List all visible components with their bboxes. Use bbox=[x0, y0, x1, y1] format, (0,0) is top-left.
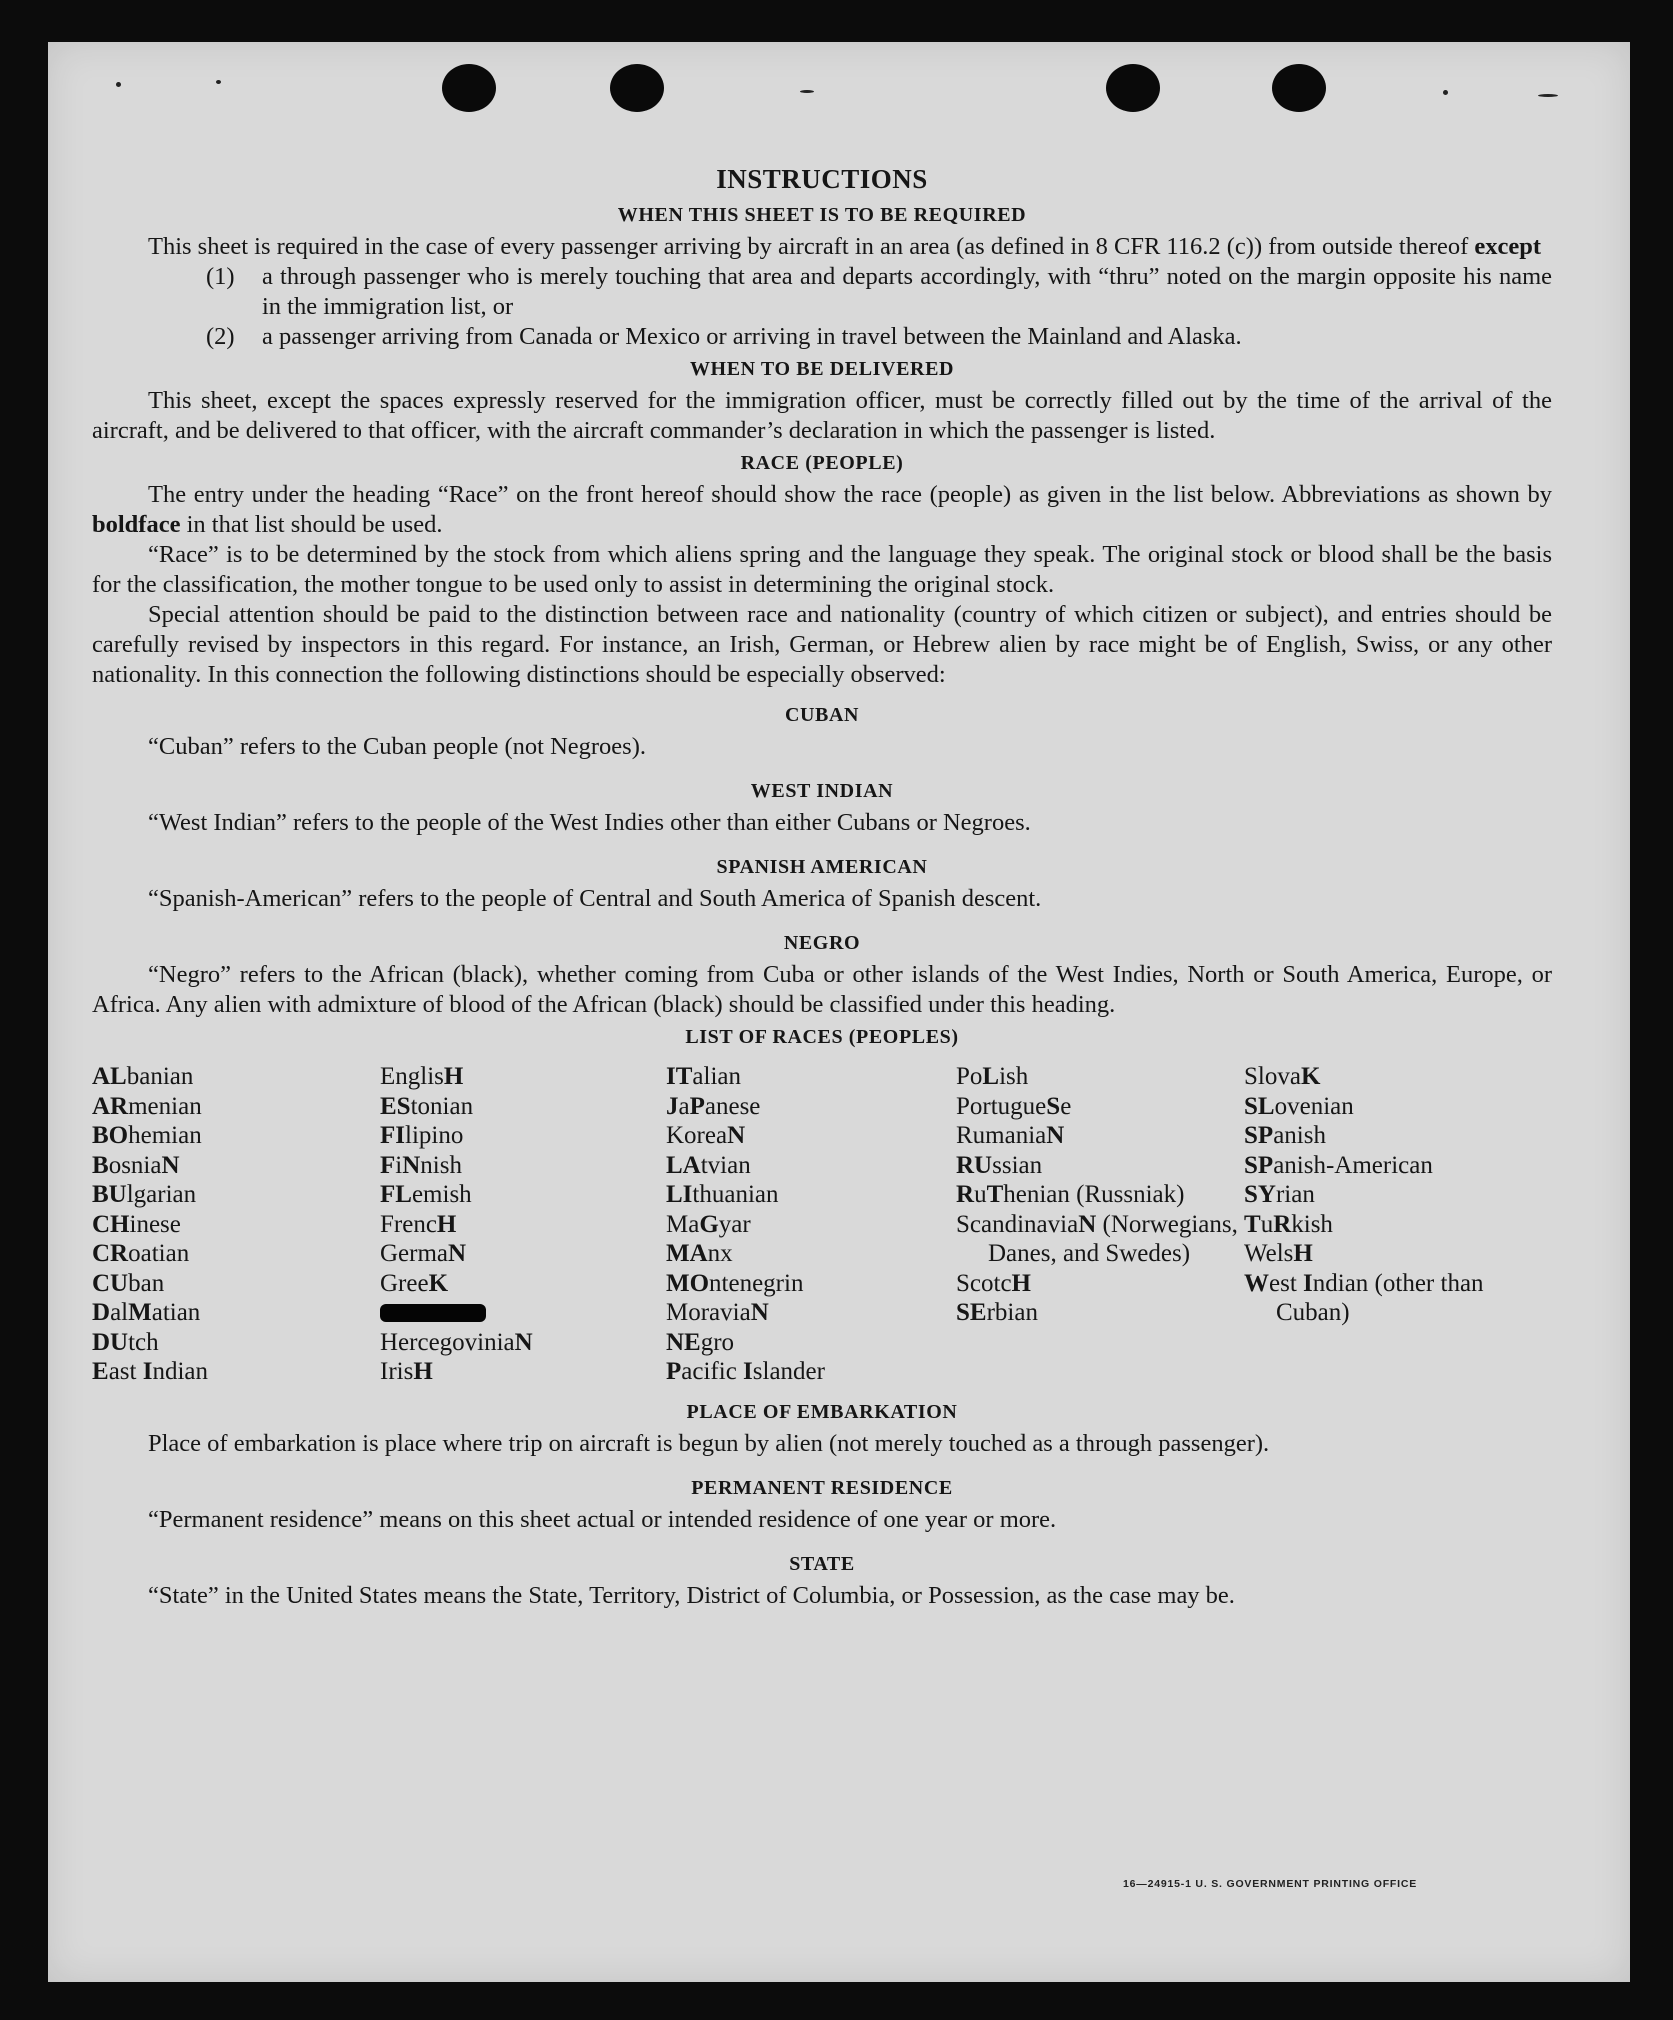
punch-hole bbox=[610, 64, 664, 112]
race-entry: CUban bbox=[92, 1269, 165, 1297]
heading-permanent-residence: PERMANENT RESIDENCE bbox=[691, 1476, 953, 1499]
race-paragraph: The entry under the heading “Race” on the front hereof should show the race (people) as given in the list below. Abbreviations as shown by boldface in that list should be used. bbox=[92, 481, 1552, 538]
race-entry: ScandinaviaN (Norwegians, Danes, and Swedes) bbox=[956, 1210, 1238, 1267]
race-entry: KoreaN bbox=[666, 1122, 746, 1149]
race-entry: CHinese bbox=[92, 1210, 181, 1238]
race-entry: ARmenian bbox=[92, 1092, 202, 1120]
race-entry: ScotcH bbox=[956, 1269, 1031, 1297]
residence-text: “Permanent residence” means on this sheet actual or intended residence of one year or more. bbox=[148, 1505, 1057, 1533]
race-column bbox=[666, 1062, 956, 1387]
race-paragraph: Special attention should be paid to the distinction between race and nationality (country of which citizen or subject), and entries should be carefully revised by inspectors in this regard. For instance, an Irish, German, or Hebrew alien by race might be of English, Swiss, or any other nationality. In this connection the following distinctions should be especially observed: bbox=[92, 601, 1552, 688]
race-entry: FiNnish bbox=[380, 1151, 462, 1179]
race-entry: SlovaK bbox=[1244, 1063, 1321, 1090]
race-entry: DUtch bbox=[92, 1328, 159, 1356]
race-entry: BUlgarian bbox=[92, 1181, 197, 1208]
paper-speck bbox=[800, 90, 814, 93]
heading-cuban: CUBAN bbox=[784, 704, 860, 726]
race-entry: FIlipino bbox=[380, 1122, 464, 1149]
race-entry: FrencH bbox=[380, 1210, 457, 1238]
race-column bbox=[956, 1062, 1244, 1387]
race-entry: SPanish-American bbox=[1244, 1151, 1433, 1179]
exception-item: (1) a through passenger who is merely touching that area and departs accordingly, with “thru” noted on the margin opposite his name in the immigration list, or bbox=[206, 263, 1552, 320]
race-entry: SYrian bbox=[1244, 1181, 1315, 1208]
document-sheet bbox=[48, 42, 1630, 1982]
when-delivered-text: This sheet, except the spaces expressly reserved for the immigration officer, must be correctly filled out by the time of the arrival of the aircraft, and be delivered to that officer, with the aircraft commander’s declaration in which the passenger is listed. bbox=[92, 387, 1552, 444]
race-entry: BosniaN bbox=[92, 1151, 180, 1179]
race-entry: FLemish bbox=[380, 1181, 472, 1208]
race-entry: SErbian bbox=[956, 1299, 1038, 1326]
west-indian-text: “West Indian” refers to the people of the West Indies other than either Cubans or Negroes. bbox=[148, 809, 1031, 836]
punch-hole bbox=[1106, 64, 1160, 112]
exception-item: (2) a passenger arriving from Canada or Mexico or arriving in travel between the Mainland and Alaska. bbox=[206, 323, 1242, 350]
heading-embarkation: PLACE OF EMBARKATION bbox=[686, 1400, 958, 1423]
page-title: INSTRUCTIONS bbox=[716, 164, 928, 194]
spanish-american-text: “Spanish-American” refers to the people of Central and South America of Spanish descent. bbox=[148, 885, 1042, 912]
race-entry: JaPanese bbox=[666, 1092, 761, 1120]
punch-hole bbox=[1272, 64, 1326, 112]
state-text: “State” in the United States means the State, Territory, District of Columbia, or Possession, as the case may be. bbox=[148, 1581, 1235, 1609]
printer-footer: 16—24915-1 U. S. GOVERNMENT PRINTING OFFICE bbox=[1123, 1878, 1418, 1890]
race-entry: TuRkish bbox=[1244, 1210, 1333, 1238]
race-entry: RumaniaN bbox=[956, 1122, 1065, 1149]
race-entry bbox=[380, 1298, 666, 1328]
race-entry: Pacific Islander bbox=[666, 1358, 825, 1385]
race-entry: RuThenian (Russniak) bbox=[956, 1181, 1185, 1208]
race-entry: WelsH bbox=[1244, 1240, 1313, 1267]
race-entry: PortugueSe bbox=[956, 1092, 1072, 1120]
race-entry: PoLish bbox=[956, 1063, 1029, 1090]
race-entry: BOhemian bbox=[92, 1122, 202, 1149]
race-column bbox=[1244, 1062, 1552, 1387]
heading-when-delivered: WHEN TO BE DELIVERED bbox=[689, 358, 955, 380]
race-entry: RUssian bbox=[956, 1151, 1043, 1179]
redaction-mark bbox=[380, 1304, 486, 1322]
negro-text: “Negro” refers to the African (black), whether coming from Cuba or other islands of the West Indies, North or South America, Europe, or Africa. Any alien with admixture of blood of the African (black) should be classified under this heading. bbox=[92, 961, 1552, 1018]
embarkation-text: Place of embarkation is place where trip on aircraft is begun by alien (not merely touched as a through passenger). bbox=[148, 1429, 1270, 1457]
race-entry: HercegoviniaN bbox=[380, 1328, 533, 1356]
race-entry: MaGyar bbox=[666, 1210, 751, 1238]
when-required-text: This sheet is required in the case of every passenger arriving by aircraft in an area (as defined in 8 CFR 116.2 (c)) from outside thereof except bbox=[148, 233, 1542, 260]
paper-speck bbox=[1538, 94, 1558, 97]
race-entry: ALbanian bbox=[92, 1063, 194, 1090]
race-entry: West Indian (other than Cuban) bbox=[1244, 1269, 1484, 1326]
heading-spanish-american: SPANISH AMERICAN bbox=[716, 856, 928, 878]
heading-state: STATE bbox=[789, 1552, 855, 1575]
heading-negro: NEGRO bbox=[783, 932, 861, 954]
race-entry: CRoatian bbox=[92, 1240, 190, 1267]
race-entry: NEgro bbox=[666, 1328, 735, 1356]
race-column bbox=[92, 1062, 380, 1387]
race-entry: MoraviaN bbox=[666, 1299, 769, 1326]
race-entry: SPanish bbox=[1244, 1122, 1326, 1149]
races-list bbox=[92, 1062, 1552, 1387]
paper-speck bbox=[216, 80, 221, 84]
race-entry: East Indian bbox=[92, 1358, 208, 1385]
race-entry: IrisH bbox=[380, 1358, 433, 1385]
race-entry: EnglisH bbox=[380, 1063, 464, 1090]
race-entry: GreeK bbox=[380, 1269, 449, 1297]
heading-race: RACE (PEOPLE) bbox=[740, 452, 904, 474]
heading-list-of-races: LIST OF RACES (PEOPLES) bbox=[685, 1026, 959, 1048]
race-paragraph: “Race” is to be determined by the stock from which aliens spring and the language they speak. The original stock or blood shall be the basis for the classification, the mother tongue to be used only to assist in determining the original stock. bbox=[92, 541, 1552, 598]
paper-speck bbox=[1443, 90, 1448, 95]
race-entry: DalMatian bbox=[92, 1299, 201, 1326]
race-entry: LAtvian bbox=[666, 1151, 751, 1179]
race-entry: GermaN bbox=[380, 1240, 467, 1267]
race-entry: ITalian bbox=[666, 1063, 741, 1090]
heading-when-required: WHEN THIS SHEET IS TO BE REQUIRED bbox=[617, 204, 1027, 226]
race-entry: EStonian bbox=[380, 1092, 474, 1120]
race-entry: SLovenian bbox=[1244, 1092, 1354, 1120]
race-entry: MAnx bbox=[666, 1240, 733, 1267]
race-entry: LIthuanian bbox=[666, 1181, 779, 1208]
race-entry: MOntenegrin bbox=[666, 1269, 804, 1297]
instructions-content bbox=[92, 164, 1552, 1611]
punch-hole bbox=[442, 64, 496, 112]
race-column bbox=[380, 1062, 666, 1387]
paper-speck bbox=[116, 82, 121, 87]
cuban-text: “Cuban” refers to the Cuban people (not Negroes). bbox=[148, 733, 646, 760]
heading-west-indian: WEST INDIAN bbox=[750, 780, 894, 802]
